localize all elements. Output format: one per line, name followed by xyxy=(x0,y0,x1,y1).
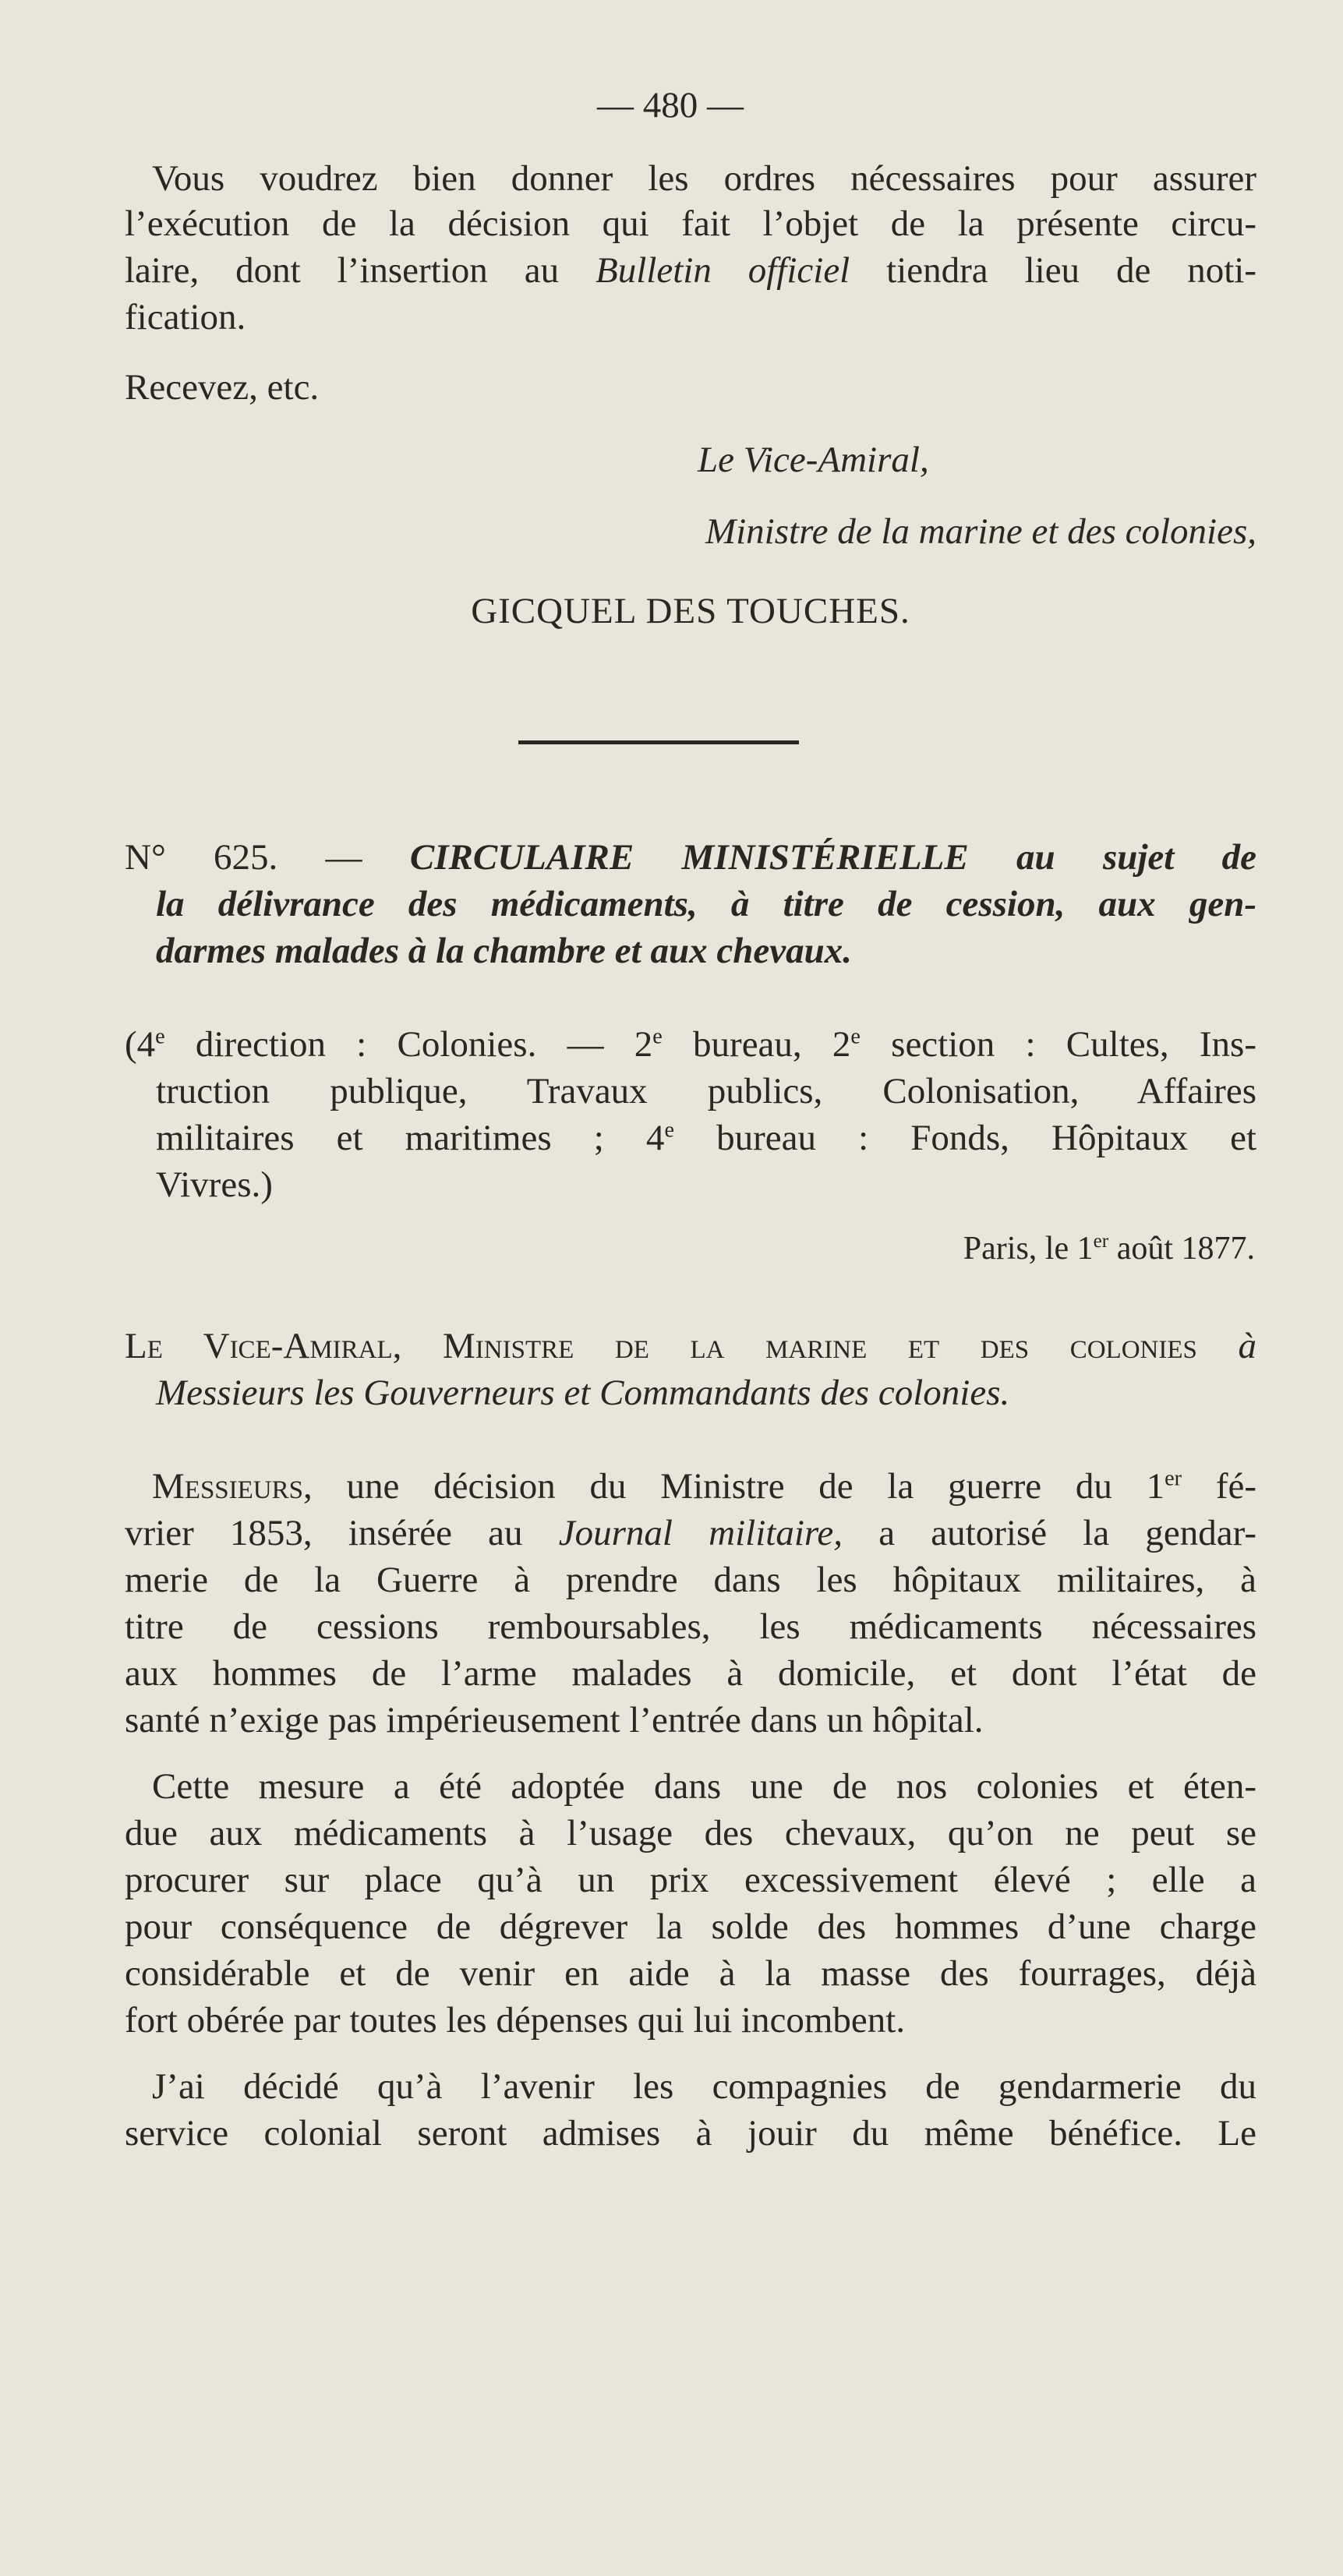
journal-militaire-title: Journal militaire, xyxy=(558,1513,843,1553)
closing-paragraph-line: fication. xyxy=(125,297,246,337)
text-run: (4 xyxy=(125,1024,156,1065)
paragraph-line: fort obérée par toutes les dépenses qui lui incombent. xyxy=(125,2000,906,2041)
department-line: truction publique, Travaux publics, Colonisation, Affaires xyxy=(156,1071,1256,1111)
circular-title-line: darmes malades à la chambre et aux chevaux. xyxy=(156,931,852,971)
paragraph-line: procurer sur place qu’à un prix excessivement élevé ; elle a xyxy=(125,1860,1256,1900)
paragraph-line: service colonial seront admises à jouir du même bénéfice. Le xyxy=(125,2113,1256,2154)
date-line xyxy=(881,1228,1255,1270)
paragraph-line: merie de la Guerre à prendre dans les hôpitaux militaires, à xyxy=(125,1560,1256,1600)
bulletin-officiel-title: Bulletin officiel xyxy=(596,250,850,291)
address-to: à xyxy=(1238,1326,1256,1366)
text-run: er xyxy=(1165,1466,1182,1491)
signature-name: GICQUEL DES TOUCHES. xyxy=(471,591,910,631)
text-run: août 1877. xyxy=(1108,1231,1255,1267)
text-run: bureau : Fonds, Hôpitaux et xyxy=(673,1118,1257,1158)
paragraph-line: Cette mesure a été adoptée dans une de nos colonies et éten- xyxy=(152,1766,1256,1807)
circular-heading-line xyxy=(125,836,1256,878)
paragraph-line: aux hommes de l’arme malades à domicile, et dont l’état de xyxy=(125,1653,1256,1694)
text-run: section : Cultes, Ins- xyxy=(860,1024,1256,1065)
circular-title-line: la délivrance des médicaments, à titre de cession, aux gen- xyxy=(156,884,1256,924)
text-run: militaires et maritimes ; 4 xyxy=(156,1118,665,1158)
separator-rule xyxy=(518,740,799,744)
signature-role: Ministre de la marine et des colonies, xyxy=(705,511,1256,552)
text-run: Paris, le 1 xyxy=(963,1231,1094,1267)
paragraph-line xyxy=(152,1465,1256,1507)
text-run: e xyxy=(664,1118,674,1143)
address-sender: Le Vice-Amiral, Ministre de la marine et des colonies xyxy=(125,1326,1197,1366)
text-run: vrier 1853, insérée au xyxy=(125,1513,523,1553)
paragraph-line: pour conséquence de dégrever la solde des hommes d’une charge xyxy=(125,1906,1256,1947)
text-run: e xyxy=(652,1024,663,1049)
paragraph-line: titre de cessions remboursables, les médicaments nécessaires xyxy=(125,1606,1256,1647)
page-number: — 480 — xyxy=(597,85,744,125)
paragraph-line: santé n’exige pas impérieusement l’entrée dans un hôpital. xyxy=(125,1700,984,1740)
circular-title: CIRCULAIRE MINISTÉRIELLE au sujet de xyxy=(409,837,1256,878)
text-run: e xyxy=(850,1024,861,1049)
text-run: direction : Colonies. — 2 xyxy=(164,1024,653,1065)
text-run: a autorisé la gendar- xyxy=(878,1513,1256,1553)
text-run: tiendra lieu de noti- xyxy=(886,250,1257,291)
text-run: , une décision du Ministre de la guerre du 1 xyxy=(303,1466,1165,1507)
paragraph-line: due aux médicaments à l’usage des chevaux, qu’on ne peut se xyxy=(125,1813,1256,1853)
closing-paragraph-line: Vous voudrez bien donner les ordres nécessaires pour assurer xyxy=(152,158,1256,199)
department-line xyxy=(156,1117,1256,1159)
text-run: bureau, 2 xyxy=(662,1024,851,1065)
closing-paragraph-line: l’exécution de la décision qui fait l’objet de la présente circu- xyxy=(125,203,1256,244)
salutation-messieurs: Messieurs xyxy=(152,1466,303,1507)
text-run: er xyxy=(1093,1231,1109,1252)
paragraph-line: J’ai décidé qu’à l’avenir les compagnies de gendarmerie du xyxy=(152,2066,1256,2107)
text-run: e xyxy=(155,1024,165,1049)
closing-paragraph-line xyxy=(125,249,1256,292)
paragraph-line: considérable et de venir en aide à la masse des fourrages, déjà xyxy=(125,1953,1256,1994)
address-recipients: Messieurs les Gouverneurs et Commandants des colonies. xyxy=(156,1373,1010,1413)
text-run: laire, dont l’insertion au xyxy=(125,250,560,291)
department-line xyxy=(125,1023,1256,1065)
paragraph-line xyxy=(125,1512,1256,1554)
address-line xyxy=(125,1325,1256,1367)
text-run: fé- xyxy=(1182,1466,1257,1507)
department-line: Vivres.) xyxy=(156,1164,273,1205)
signature-title: Le Vice-Amiral, xyxy=(698,440,929,480)
salutation: Recevez, etc. xyxy=(125,367,320,408)
circular-number: N° 625. — xyxy=(125,837,362,878)
